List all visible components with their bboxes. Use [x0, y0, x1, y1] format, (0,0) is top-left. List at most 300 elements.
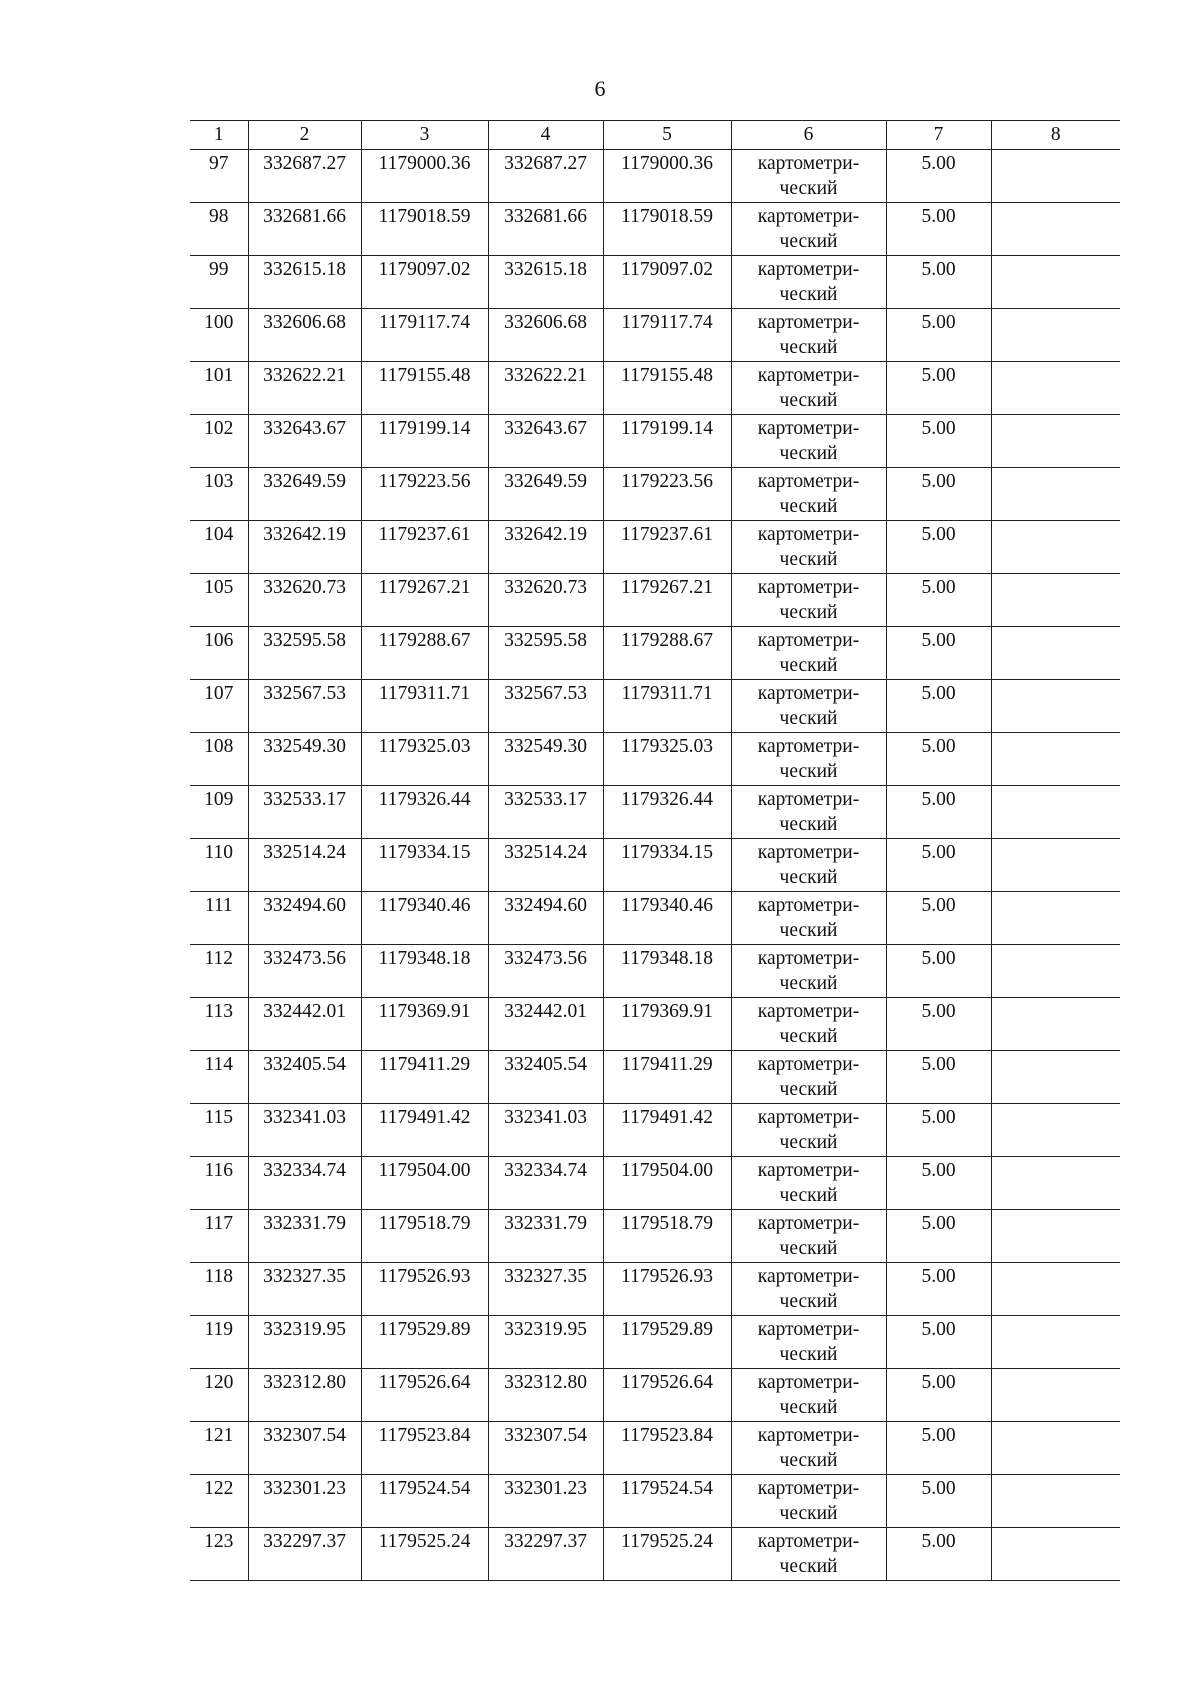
existing-y-cell: 1179334.15	[361, 839, 488, 892]
refined-x-cell: 332494.60	[488, 892, 603, 945]
method-cell	[731, 1369, 886, 1422]
note-cell	[991, 1157, 1120, 1210]
refined-y-cell: 1179237.61	[603, 521, 731, 574]
table-row	[190, 733, 1120, 786]
existing-y-cell: 1179311.71	[361, 680, 488, 733]
method-cell	[731, 1104, 886, 1157]
refined-x-cell: 332642.19	[488, 521, 603, 574]
refined-x-cell: 332687.27	[488, 150, 603, 203]
existing-x-cell: 332494.60	[248, 892, 361, 945]
method-line-1: картометри-	[757, 1054, 860, 1075]
existing-y-cell: 1179523.84	[361, 1422, 488, 1475]
table-row	[190, 1157, 1120, 1210]
table-row	[190, 362, 1120, 415]
note-cell	[991, 998, 1120, 1051]
note-cell	[991, 362, 1120, 415]
existing-y-cell: 1179155.48	[361, 362, 488, 415]
refined-x-cell: 332649.59	[488, 468, 603, 521]
existing-y-cell: 1179491.42	[361, 1104, 488, 1157]
table-row	[190, 1422, 1120, 1475]
method-line-1: картометри-	[757, 1160, 860, 1181]
refined-y-cell: 1179369.91	[603, 998, 731, 1051]
point-number-cell: 101	[190, 362, 248, 415]
note-cell	[991, 150, 1120, 203]
accuracy-cell: 5.00	[886, 786, 991, 839]
note-cell	[991, 468, 1120, 521]
existing-y-cell: 1179288.67	[361, 627, 488, 680]
method-cell	[731, 733, 886, 786]
column-header: 2	[248, 121, 361, 150]
accuracy-cell: 5.00	[886, 256, 991, 309]
point-number-cell: 116	[190, 1157, 248, 1210]
accuracy-cell: 5.00	[886, 998, 991, 1051]
method-line-1: картометри-	[757, 312, 860, 333]
refined-x-cell: 332620.73	[488, 574, 603, 627]
method-line-2: ческий	[779, 602, 838, 623]
refined-x-cell: 332297.37	[488, 1528, 603, 1581]
note-cell	[991, 1051, 1120, 1104]
existing-y-cell: 1179018.59	[361, 203, 488, 256]
table-row	[190, 1475, 1120, 1528]
method-line-1: картометри-	[757, 365, 860, 386]
accuracy-cell: 5.00	[886, 1528, 991, 1581]
table-row	[190, 1369, 1120, 1422]
accuracy-cell: 5.00	[886, 415, 991, 468]
note-cell	[991, 309, 1120, 362]
existing-y-cell: 1179525.24	[361, 1528, 488, 1581]
refined-x-cell: 332681.66	[488, 203, 603, 256]
existing-x-cell: 332615.18	[248, 256, 361, 309]
accuracy-cell: 5.00	[886, 733, 991, 786]
method-cell	[731, 680, 886, 733]
refined-y-cell: 1179097.02	[603, 256, 731, 309]
method-line-1: картометри-	[757, 1425, 860, 1446]
table-row	[190, 839, 1120, 892]
note-cell	[991, 1528, 1120, 1581]
table-row	[190, 309, 1120, 362]
refined-y-cell: 1179526.93	[603, 1263, 731, 1316]
method-line-1: картометри-	[757, 577, 860, 598]
note-cell	[991, 574, 1120, 627]
method-line-2: ческий	[779, 708, 838, 729]
existing-x-cell: 332649.59	[248, 468, 361, 521]
existing-x-cell: 332642.19	[248, 521, 361, 574]
note-cell	[991, 203, 1120, 256]
table-header-row	[190, 121, 1120, 150]
refined-y-cell: 1179334.15	[603, 839, 731, 892]
table-row	[190, 415, 1120, 468]
existing-x-cell: 332327.35	[248, 1263, 361, 1316]
column-header: 3	[361, 121, 488, 150]
accuracy-cell: 5.00	[886, 627, 991, 680]
method-line-2: ческий	[779, 1238, 838, 1259]
table-row	[190, 998, 1120, 1051]
table-row	[190, 892, 1120, 945]
refined-x-cell: 332606.68	[488, 309, 603, 362]
refined-y-cell: 1179223.56	[603, 468, 731, 521]
note-cell	[991, 256, 1120, 309]
existing-y-cell: 1179526.64	[361, 1369, 488, 1422]
column-header: 1	[190, 121, 248, 150]
method-cell	[731, 1157, 886, 1210]
note-cell	[991, 786, 1120, 839]
method-line-2: ческий	[779, 443, 838, 464]
method-line-1: картометри-	[757, 842, 860, 863]
refined-x-cell: 332514.24	[488, 839, 603, 892]
method-line-2: ческий	[779, 1132, 838, 1153]
existing-y-cell: 1179529.89	[361, 1316, 488, 1369]
existing-y-cell: 1179325.03	[361, 733, 488, 786]
existing-x-cell: 332334.74	[248, 1157, 361, 1210]
table-row	[190, 1210, 1120, 1263]
point-number-cell: 110	[190, 839, 248, 892]
accuracy-cell: 5.00	[886, 1104, 991, 1157]
column-header: 8	[991, 121, 1120, 150]
existing-x-cell: 332297.37	[248, 1528, 361, 1581]
table-row	[190, 521, 1120, 574]
point-number-cell: 98	[190, 203, 248, 256]
existing-y-cell: 1179199.14	[361, 415, 488, 468]
refined-y-cell: 1179504.00	[603, 1157, 731, 1210]
method-line-2: ческий	[779, 337, 838, 358]
table-row	[190, 1263, 1120, 1316]
existing-y-cell: 1179223.56	[361, 468, 488, 521]
method-line-1: картометри-	[757, 630, 860, 651]
method-cell	[731, 1263, 886, 1316]
refined-x-cell: 332301.23	[488, 1475, 603, 1528]
note-cell	[991, 1422, 1120, 1475]
refined-x-cell: 332405.54	[488, 1051, 603, 1104]
method-cell	[731, 945, 886, 998]
method-line-1: картометри-	[757, 789, 860, 810]
method-cell	[731, 1051, 886, 1104]
method-cell	[731, 362, 886, 415]
point-number-cell: 102	[190, 415, 248, 468]
existing-y-cell: 1179237.61	[361, 521, 488, 574]
existing-x-cell: 332643.67	[248, 415, 361, 468]
point-number-cell: 107	[190, 680, 248, 733]
accuracy-cell: 5.00	[886, 362, 991, 415]
refined-y-cell: 1179518.79	[603, 1210, 731, 1263]
existing-y-cell: 1179524.54	[361, 1475, 488, 1528]
existing-y-cell: 1179097.02	[361, 256, 488, 309]
method-line-2: ческий	[779, 920, 838, 941]
existing-y-cell: 1179326.44	[361, 786, 488, 839]
method-cell	[731, 1210, 886, 1263]
method-line-2: ческий	[779, 1450, 838, 1471]
table-row	[190, 574, 1120, 627]
method-line-1: картометри-	[757, 1107, 860, 1128]
refined-y-cell: 1179525.24	[603, 1528, 731, 1581]
refined-y-cell: 1179288.67	[603, 627, 731, 680]
note-cell	[991, 839, 1120, 892]
point-number-cell: 108	[190, 733, 248, 786]
existing-x-cell: 332567.53	[248, 680, 361, 733]
table-row	[190, 1528, 1120, 1581]
method-line-1: картометри-	[757, 1213, 860, 1234]
method-line-2: ческий	[779, 1185, 838, 1206]
existing-x-cell: 332312.80	[248, 1369, 361, 1422]
refined-y-cell: 1179491.42	[603, 1104, 731, 1157]
method-cell	[731, 1528, 886, 1581]
accuracy-cell: 5.00	[886, 1263, 991, 1316]
method-cell	[731, 415, 886, 468]
existing-x-cell: 332341.03	[248, 1104, 361, 1157]
method-line-1: картометри-	[757, 259, 860, 280]
table-row	[190, 203, 1120, 256]
table-row	[190, 627, 1120, 680]
method-line-1: картометри-	[757, 1478, 860, 1499]
method-line-1: картометри-	[757, 1531, 860, 1552]
method-cell	[731, 203, 886, 256]
note-cell	[991, 733, 1120, 786]
method-line-1: картометри-	[757, 736, 860, 757]
refined-y-cell: 1179018.59	[603, 203, 731, 256]
existing-y-cell: 1179348.18	[361, 945, 488, 998]
table-row	[190, 468, 1120, 521]
accuracy-cell: 5.00	[886, 1210, 991, 1263]
accuracy-cell: 5.00	[886, 574, 991, 627]
method-line-2: ческий	[779, 1556, 838, 1577]
method-line-1: картометри-	[757, 1266, 860, 1287]
refined-x-cell: 332567.53	[488, 680, 603, 733]
point-number-cell: 99	[190, 256, 248, 309]
point-number-cell: 103	[190, 468, 248, 521]
existing-y-cell: 1179411.29	[361, 1051, 488, 1104]
refined-x-cell: 332319.95	[488, 1316, 603, 1369]
method-line-2: ческий	[779, 814, 838, 835]
point-number-cell: 120	[190, 1369, 248, 1422]
point-number-cell: 106	[190, 627, 248, 680]
method-line-2: ческий	[779, 973, 838, 994]
point-number-cell: 104	[190, 521, 248, 574]
method-line-1: картометри-	[757, 895, 860, 916]
method-cell	[731, 892, 886, 945]
note-cell	[991, 892, 1120, 945]
method-line-2: ческий	[779, 231, 838, 252]
page-number: 6	[594, 76, 606, 101]
method-line-2: ческий	[779, 178, 838, 199]
accuracy-cell: 5.00	[886, 309, 991, 362]
table-row	[190, 150, 1120, 203]
refined-x-cell: 332334.74	[488, 1157, 603, 1210]
point-number-cell: 115	[190, 1104, 248, 1157]
existing-x-cell: 332606.68	[248, 309, 361, 362]
table-row	[190, 1104, 1120, 1157]
existing-x-cell: 332620.73	[248, 574, 361, 627]
accuracy-cell: 5.00	[886, 945, 991, 998]
method-line-2: ческий	[779, 655, 838, 676]
note-cell	[991, 1263, 1120, 1316]
accuracy-cell: 5.00	[886, 680, 991, 733]
table-row	[190, 1051, 1120, 1104]
note-cell	[991, 945, 1120, 998]
existing-y-cell: 1179000.36	[361, 150, 488, 203]
table-row	[190, 945, 1120, 998]
method-cell	[731, 468, 886, 521]
existing-x-cell: 332595.58	[248, 627, 361, 680]
point-number-cell: 100	[190, 309, 248, 362]
method-line-2: ческий	[779, 1397, 838, 1418]
existing-x-cell: 332301.23	[248, 1475, 361, 1528]
method-cell	[731, 1475, 886, 1528]
refined-x-cell: 332307.54	[488, 1422, 603, 1475]
refined-x-cell: 332615.18	[488, 256, 603, 309]
refined-y-cell: 1179348.18	[603, 945, 731, 998]
method-line-1: картометри-	[757, 471, 860, 492]
method-line-1: картометри-	[757, 1001, 860, 1022]
method-line-1: картометри-	[757, 683, 860, 704]
column-header: 4	[488, 121, 603, 150]
refined-x-cell: 332327.35	[488, 1263, 603, 1316]
existing-y-cell: 1179117.74	[361, 309, 488, 362]
note-cell	[991, 680, 1120, 733]
existing-y-cell: 1179526.93	[361, 1263, 488, 1316]
accuracy-cell: 5.00	[886, 1475, 991, 1528]
method-line-2: ческий	[779, 867, 838, 888]
point-number-cell: 123	[190, 1528, 248, 1581]
refined-x-cell: 332442.01	[488, 998, 603, 1051]
method-line-2: ческий	[779, 761, 838, 782]
point-number-cell: 113	[190, 998, 248, 1051]
method-line-1: картометри-	[757, 153, 860, 174]
method-line-2: ческий	[779, 1344, 838, 1365]
refined-x-cell: 332341.03	[488, 1104, 603, 1157]
method-cell	[731, 521, 886, 574]
refined-y-cell: 1179529.89	[603, 1316, 731, 1369]
refined-y-cell: 1179155.48	[603, 362, 731, 415]
refined-x-cell: 332473.56	[488, 945, 603, 998]
refined-y-cell: 1179311.71	[603, 680, 731, 733]
method-line-1: картометри-	[757, 1319, 860, 1340]
method-cell	[731, 1316, 886, 1369]
accuracy-cell: 5.00	[886, 892, 991, 945]
point-number-cell: 111	[190, 892, 248, 945]
existing-x-cell: 332405.54	[248, 1051, 361, 1104]
method-line-2: ческий	[779, 1079, 838, 1100]
point-number-cell: 118	[190, 1263, 248, 1316]
method-line-1: картометри-	[757, 206, 860, 227]
point-number-cell: 121	[190, 1422, 248, 1475]
method-cell	[731, 256, 886, 309]
point-number-cell: 105	[190, 574, 248, 627]
method-cell	[731, 998, 886, 1051]
refined-y-cell: 1179267.21	[603, 574, 731, 627]
existing-x-cell: 332533.17	[248, 786, 361, 839]
existing-x-cell: 332687.27	[248, 150, 361, 203]
refined-y-cell: 1179523.84	[603, 1422, 731, 1475]
existing-x-cell: 332514.24	[248, 839, 361, 892]
existing-y-cell: 1179518.79	[361, 1210, 488, 1263]
existing-x-cell: 332442.01	[248, 998, 361, 1051]
method-cell	[731, 150, 886, 203]
method-line-2: ческий	[779, 1503, 838, 1524]
table-row	[190, 680, 1120, 733]
accuracy-cell: 5.00	[886, 1051, 991, 1104]
note-cell	[991, 1210, 1120, 1263]
table-row	[190, 1316, 1120, 1369]
note-cell	[991, 415, 1120, 468]
existing-y-cell: 1179340.46	[361, 892, 488, 945]
existing-x-cell: 332473.56	[248, 945, 361, 998]
coordinates-table	[190, 120, 1120, 1581]
point-number-cell: 117	[190, 1210, 248, 1263]
point-number-cell: 97	[190, 150, 248, 203]
method-line-2: ческий	[779, 390, 838, 411]
note-cell	[991, 627, 1120, 680]
existing-x-cell: 332331.79	[248, 1210, 361, 1263]
existing-x-cell: 332622.21	[248, 362, 361, 415]
note-cell	[991, 1316, 1120, 1369]
accuracy-cell: 5.00	[886, 150, 991, 203]
method-cell	[731, 786, 886, 839]
point-number-cell: 109	[190, 786, 248, 839]
method-line-1: картометри-	[757, 418, 860, 439]
accuracy-cell: 5.00	[886, 1157, 991, 1210]
refined-x-cell: 332331.79	[488, 1210, 603, 1263]
column-header: 7	[886, 121, 991, 150]
accuracy-cell: 5.00	[886, 203, 991, 256]
column-header: 6	[731, 121, 886, 150]
refined-y-cell: 1179117.74	[603, 309, 731, 362]
method-line-2: ческий	[779, 284, 838, 305]
point-number-cell: 122	[190, 1475, 248, 1528]
accuracy-cell: 5.00	[886, 468, 991, 521]
refined-x-cell: 332622.21	[488, 362, 603, 415]
refined-x-cell: 332312.80	[488, 1369, 603, 1422]
method-line-2: ческий	[779, 1026, 838, 1047]
point-number-cell: 112	[190, 945, 248, 998]
note-cell	[991, 1475, 1120, 1528]
refined-y-cell: 1179000.36	[603, 150, 731, 203]
column-header: 5	[603, 121, 731, 150]
refined-y-cell: 1179199.14	[603, 415, 731, 468]
note-cell	[991, 1104, 1120, 1157]
method-cell	[731, 839, 886, 892]
refined-y-cell: 1179326.44	[603, 786, 731, 839]
point-number-cell: 114	[190, 1051, 248, 1104]
method-cell	[731, 574, 886, 627]
refined-x-cell: 332533.17	[488, 786, 603, 839]
existing-y-cell: 1179504.00	[361, 1157, 488, 1210]
existing-y-cell: 1179267.21	[361, 574, 488, 627]
note-cell	[991, 1369, 1120, 1422]
existing-x-cell: 332307.54	[248, 1422, 361, 1475]
method-line-1: картометри-	[757, 524, 860, 545]
table-row	[190, 786, 1120, 839]
method-cell	[731, 309, 886, 362]
accuracy-cell: 5.00	[886, 839, 991, 892]
refined-x-cell: 332643.67	[488, 415, 603, 468]
existing-y-cell: 1179369.91	[361, 998, 488, 1051]
table-row	[190, 256, 1120, 309]
method-line-1: картометри-	[757, 948, 860, 969]
refined-y-cell: 1179411.29	[603, 1051, 731, 1104]
refined-y-cell: 1179325.03	[603, 733, 731, 786]
refined-y-cell: 1179526.64	[603, 1369, 731, 1422]
refined-x-cell: 332595.58	[488, 627, 603, 680]
method-line-2: ческий	[779, 496, 838, 517]
accuracy-cell: 5.00	[886, 1369, 991, 1422]
existing-x-cell: 332549.30	[248, 733, 361, 786]
existing-x-cell: 332319.95	[248, 1316, 361, 1369]
point-number-cell: 119	[190, 1316, 248, 1369]
accuracy-cell: 5.00	[886, 1422, 991, 1475]
refined-y-cell: 1179340.46	[603, 892, 731, 945]
accuracy-cell: 5.00	[886, 1316, 991, 1369]
existing-x-cell: 332681.66	[248, 203, 361, 256]
refined-y-cell: 1179524.54	[603, 1475, 731, 1528]
